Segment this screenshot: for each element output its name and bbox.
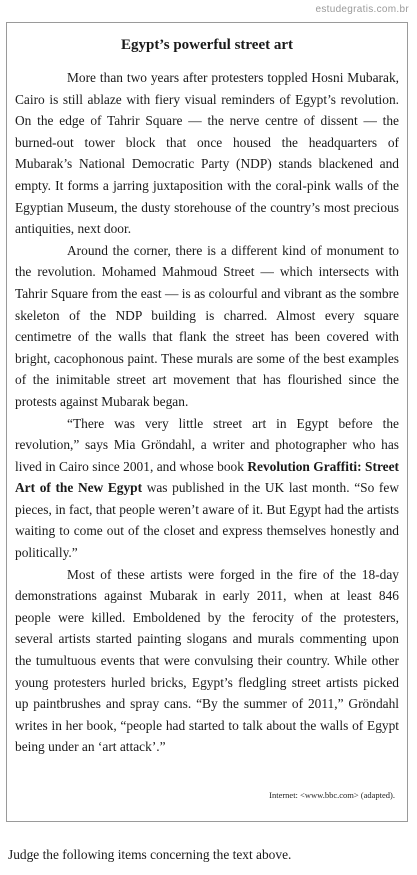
paragraph-2: Around the corner, there is a different kind of monument to the revolution. Mohamed Mahmoud Street — which intersects with Tahrir Square from the east — is as colourful and vibrant as the sombre skeleton of the NDP building is charred. Almost every square centimetre of the walls that flank the street has been covered with bright, cacophonous paint. These murals are some of the best examples of the inimitable street art movement that has flourished since the protests against Mubarak began. — [15, 242, 399, 409]
article-body — [15, 67, 399, 758]
site-watermark: estudegratis.com.br — [315, 4, 409, 15]
paragraph-3-text-a: “There was very little street art in Egypt before the revolution,” says Mia Gröndahl, a writer and photographer who has lived in Cairo since 2001, and whose book — [15, 415, 399, 474]
source-citation: Internet: <www.bbc.com> (adapted). — [269, 790, 395, 800]
article-title: Egypt’s powerful street art — [120, 37, 294, 53]
article-frame — [6, 22, 408, 822]
book-title: Revolution Graffiti: Street Art of the New Egypt — [15, 458, 399, 496]
paragraph-4: Most of these artists were forged in the fire of the 18-day demonstrations against Mubarak in early 2011, when at least 846 people were killed. Emboldened by the ferocity of the protesters, several artists started painting slogans and murals commenting upon the tumultuous events that were convulsing their country. While other young protesters hurled bricks, Egypt’s fledgling street artists picked up paintbrushes and spray cans. “By the summer of 2011,” Gröndahl writes in her book, “people had started to talk about the walls of Egypt being under an ‘art attack’.” — [15, 566, 399, 755]
instruction-text: Judge the following items concerning the text above. — [8, 847, 292, 862]
paragraph-3 — [15, 413, 399, 564]
paragraph-3-text-b: was published in the UK last month. “So few pieces, in fact, that people weren’t aware of it. But Egypt had the artists waiting to come out of the closet and express themselves honestly and politically.” — [15, 480, 399, 561]
paragraph-1: More than two years after protesters toppled Hosni Mubarak, Cairo is still ablaze with fiery visual reminders of Egypt’s revolution. On the edge of Tahrir Square — the nerve centre of dissent — the burned-out tower block that once housed the headquarters of Mubarak’s National Democratic Party (NDP) stands blackened and empty. It forms a jarring juxtaposition with the coral-pink walls of the Egyptian Museum, the dusty storehouse of the country’s most precious antiquities, next door. — [15, 70, 399, 237]
